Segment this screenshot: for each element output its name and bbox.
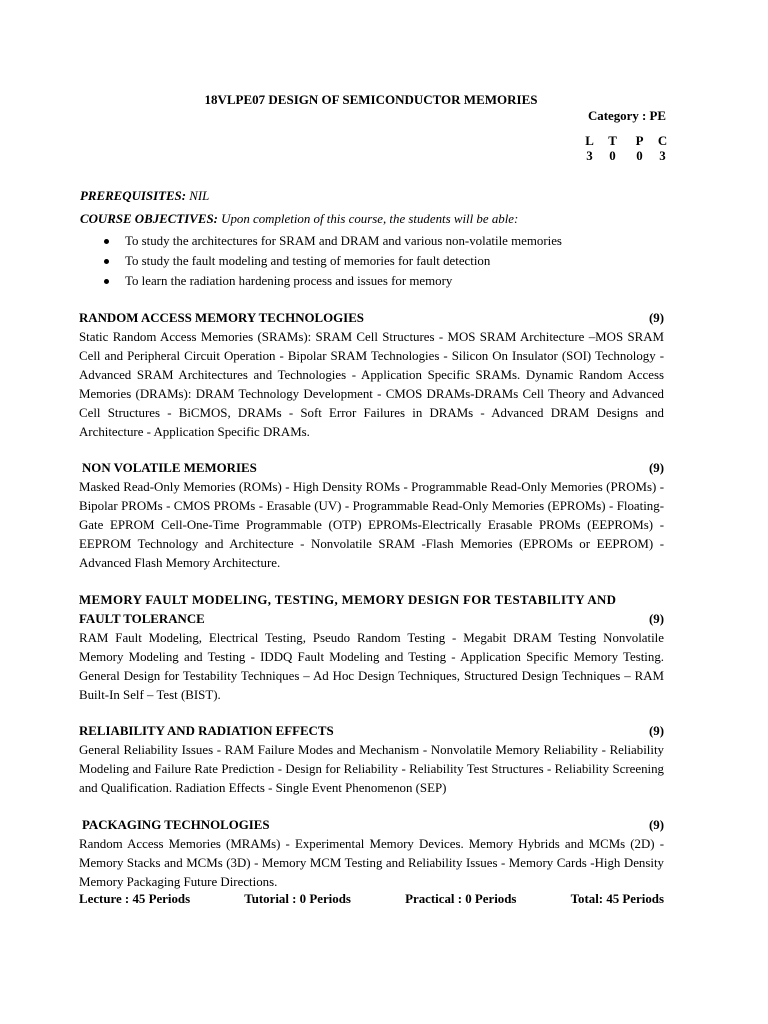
unit-2 xyxy=(79,459,664,573)
unit-heading xyxy=(79,459,664,478)
unit-title: NON VOLATILE MEMORIES xyxy=(82,461,257,475)
ltpc-value-p: 0 xyxy=(636,149,643,163)
period-totals xyxy=(79,892,664,907)
unit-1 xyxy=(79,309,664,441)
ltpc-label-p: P xyxy=(635,134,644,148)
unit-body: General Reliability Issues - RAM Failure Modes and Mechanism - Nonvolatile Memory Reliability - Reliability Modeling and Failure Rate Prediction - Design for Reliability - Reliability Test Structures - Reliability Screening and Qualification. Radiation Effects - Single Event Phenomenon (SEP) xyxy=(79,743,664,795)
ltpc-label-l: L xyxy=(585,134,594,148)
unit-body: Random Access Memories (MRAMs) - Experimental Memory Devices. Memory Hybrids and MCMs (2D) - Memory Stacks and MCMs (3D) - Memory MCM Testing and Reliability Issues - Memory Cards -High Density Memory Packaging Future Directions. xyxy=(79,837,664,889)
course-objectives xyxy=(80,212,518,227)
unit-title: FAULT TOLERANCE xyxy=(79,612,205,626)
lecture-periods: Lecture : 45 Periods xyxy=(79,892,191,906)
unit-heading xyxy=(79,816,664,835)
unit-hours: (9) xyxy=(648,311,664,325)
prerequisites-value: NIL xyxy=(189,189,210,203)
objective-item: To study the architectures for SRAM and DRAM and various non-volatile memories xyxy=(80,232,562,252)
unit-body: Static Random Access Memories (SRAMs): SRAM Cell Structures - MOS SRAM Architecture –MOS SRAM Cell and Peripheral Circuit Operation - Bipolar SRAM Technologies - Silicon On Insulator (SOI) Technology - Advanced SRAM Architectures and Technologies - Application Specific SRAMs. Dynamic Random Access Memories (DRAMs): DRAM Technology Development - CMOS DRAMs-DRAMs Cell Theory and Advanced Cell Structures - BiCMOS, DRAMs - Soft Error Failures in DRAMs - Advanced DRAM Designs and Architecture - Application Specific DRAMs. xyxy=(79,330,664,439)
objectives-list xyxy=(80,232,562,292)
unit-title: PACKAGING TECHNOLOGIES xyxy=(82,818,270,832)
unit-hours: (9) xyxy=(648,818,664,832)
ltpc-label-t: T xyxy=(608,134,617,148)
course-title: 18VLPE07 DESIGN OF SEMICONDUCTOR MEMORIES xyxy=(204,92,538,107)
ltpc-value-l: 3 xyxy=(586,149,593,163)
unit-title: RANDOM ACCESS MEMORY TECHNOLOGIES xyxy=(79,311,364,325)
prerequisites-label: PREREQUISITES: xyxy=(80,189,187,203)
ltpc-header-row xyxy=(583,134,669,149)
unit-title-line-1: MEMORY FAULT MODELING, TESTING, MEMORY DESIGN FOR TESTABILITY AND xyxy=(79,593,617,607)
category-label: Category : PE xyxy=(587,109,666,123)
unit-hours: (9) xyxy=(648,724,664,738)
objectives-intro: Upon completion of this course, the students will be able: xyxy=(221,212,519,226)
ltpc-value-row xyxy=(583,149,669,164)
unit-heading-line-1 xyxy=(79,591,664,610)
unit-title: RELIABILITY AND RADIATION EFFECTS xyxy=(79,724,334,738)
ltpc-value-t: 0 xyxy=(609,149,616,163)
unit-3 xyxy=(79,591,664,705)
unit-heading xyxy=(79,722,664,741)
prerequisites xyxy=(80,189,209,204)
ltpc-value-c: 3 xyxy=(659,149,666,163)
total-periods: Total: 45 Periods xyxy=(570,892,664,906)
unit-body: RAM Fault Modeling, Electrical Testing, Pseudo Random Testing - Megabit DRAM Testing Nonvolatile Memory Modeling and Testing - IDDQ Fault Modeling and Testing - Application Specific Memory Testing. General Design for Testability Techniques – Ad Hoc Design Techniques, Structured Design Techniques – RAM Built-In Self – Test (BIST). xyxy=(79,631,664,702)
ltpc-label-c: C xyxy=(657,134,668,148)
unit-body: Masked Read-Only Memories (ROMs) - High Density ROMs - Programmable Read-Only Memories (PROMs) - Bipolar PROMs - CMOS PROMs - Erasable (UV) - Programmable Read-Only Memories (EPROMs) - Floating-Gate EPROM Cell-One-Time Programmable (OTP) EPROMs-Electrically Erasable PROMs (EEPROMs) - EEPROM Technology and Architecture - Nonvolatile SRAM -Flash Memories (EPROMs or EEPROM) - Advanced Flash Memory Architecture. xyxy=(79,480,664,570)
unit-4 xyxy=(79,722,664,798)
unit-heading xyxy=(79,309,664,328)
unit-hours: (9) xyxy=(648,612,664,626)
unit-5 xyxy=(79,816,664,892)
objectives-label: COURSE OBJECTIVES: xyxy=(80,212,218,226)
practical-periods: Practical : 0 Periods xyxy=(405,892,517,906)
unit-hours: (9) xyxy=(648,461,664,475)
objective-item: To learn the radiation hardening process and issues for memory xyxy=(80,272,562,292)
objective-item: To study the fault modeling and testing of memories for fault detection xyxy=(80,252,562,272)
tutorial-periods: Tutorial : 0 Periods xyxy=(244,892,351,906)
unit-heading xyxy=(79,610,664,629)
